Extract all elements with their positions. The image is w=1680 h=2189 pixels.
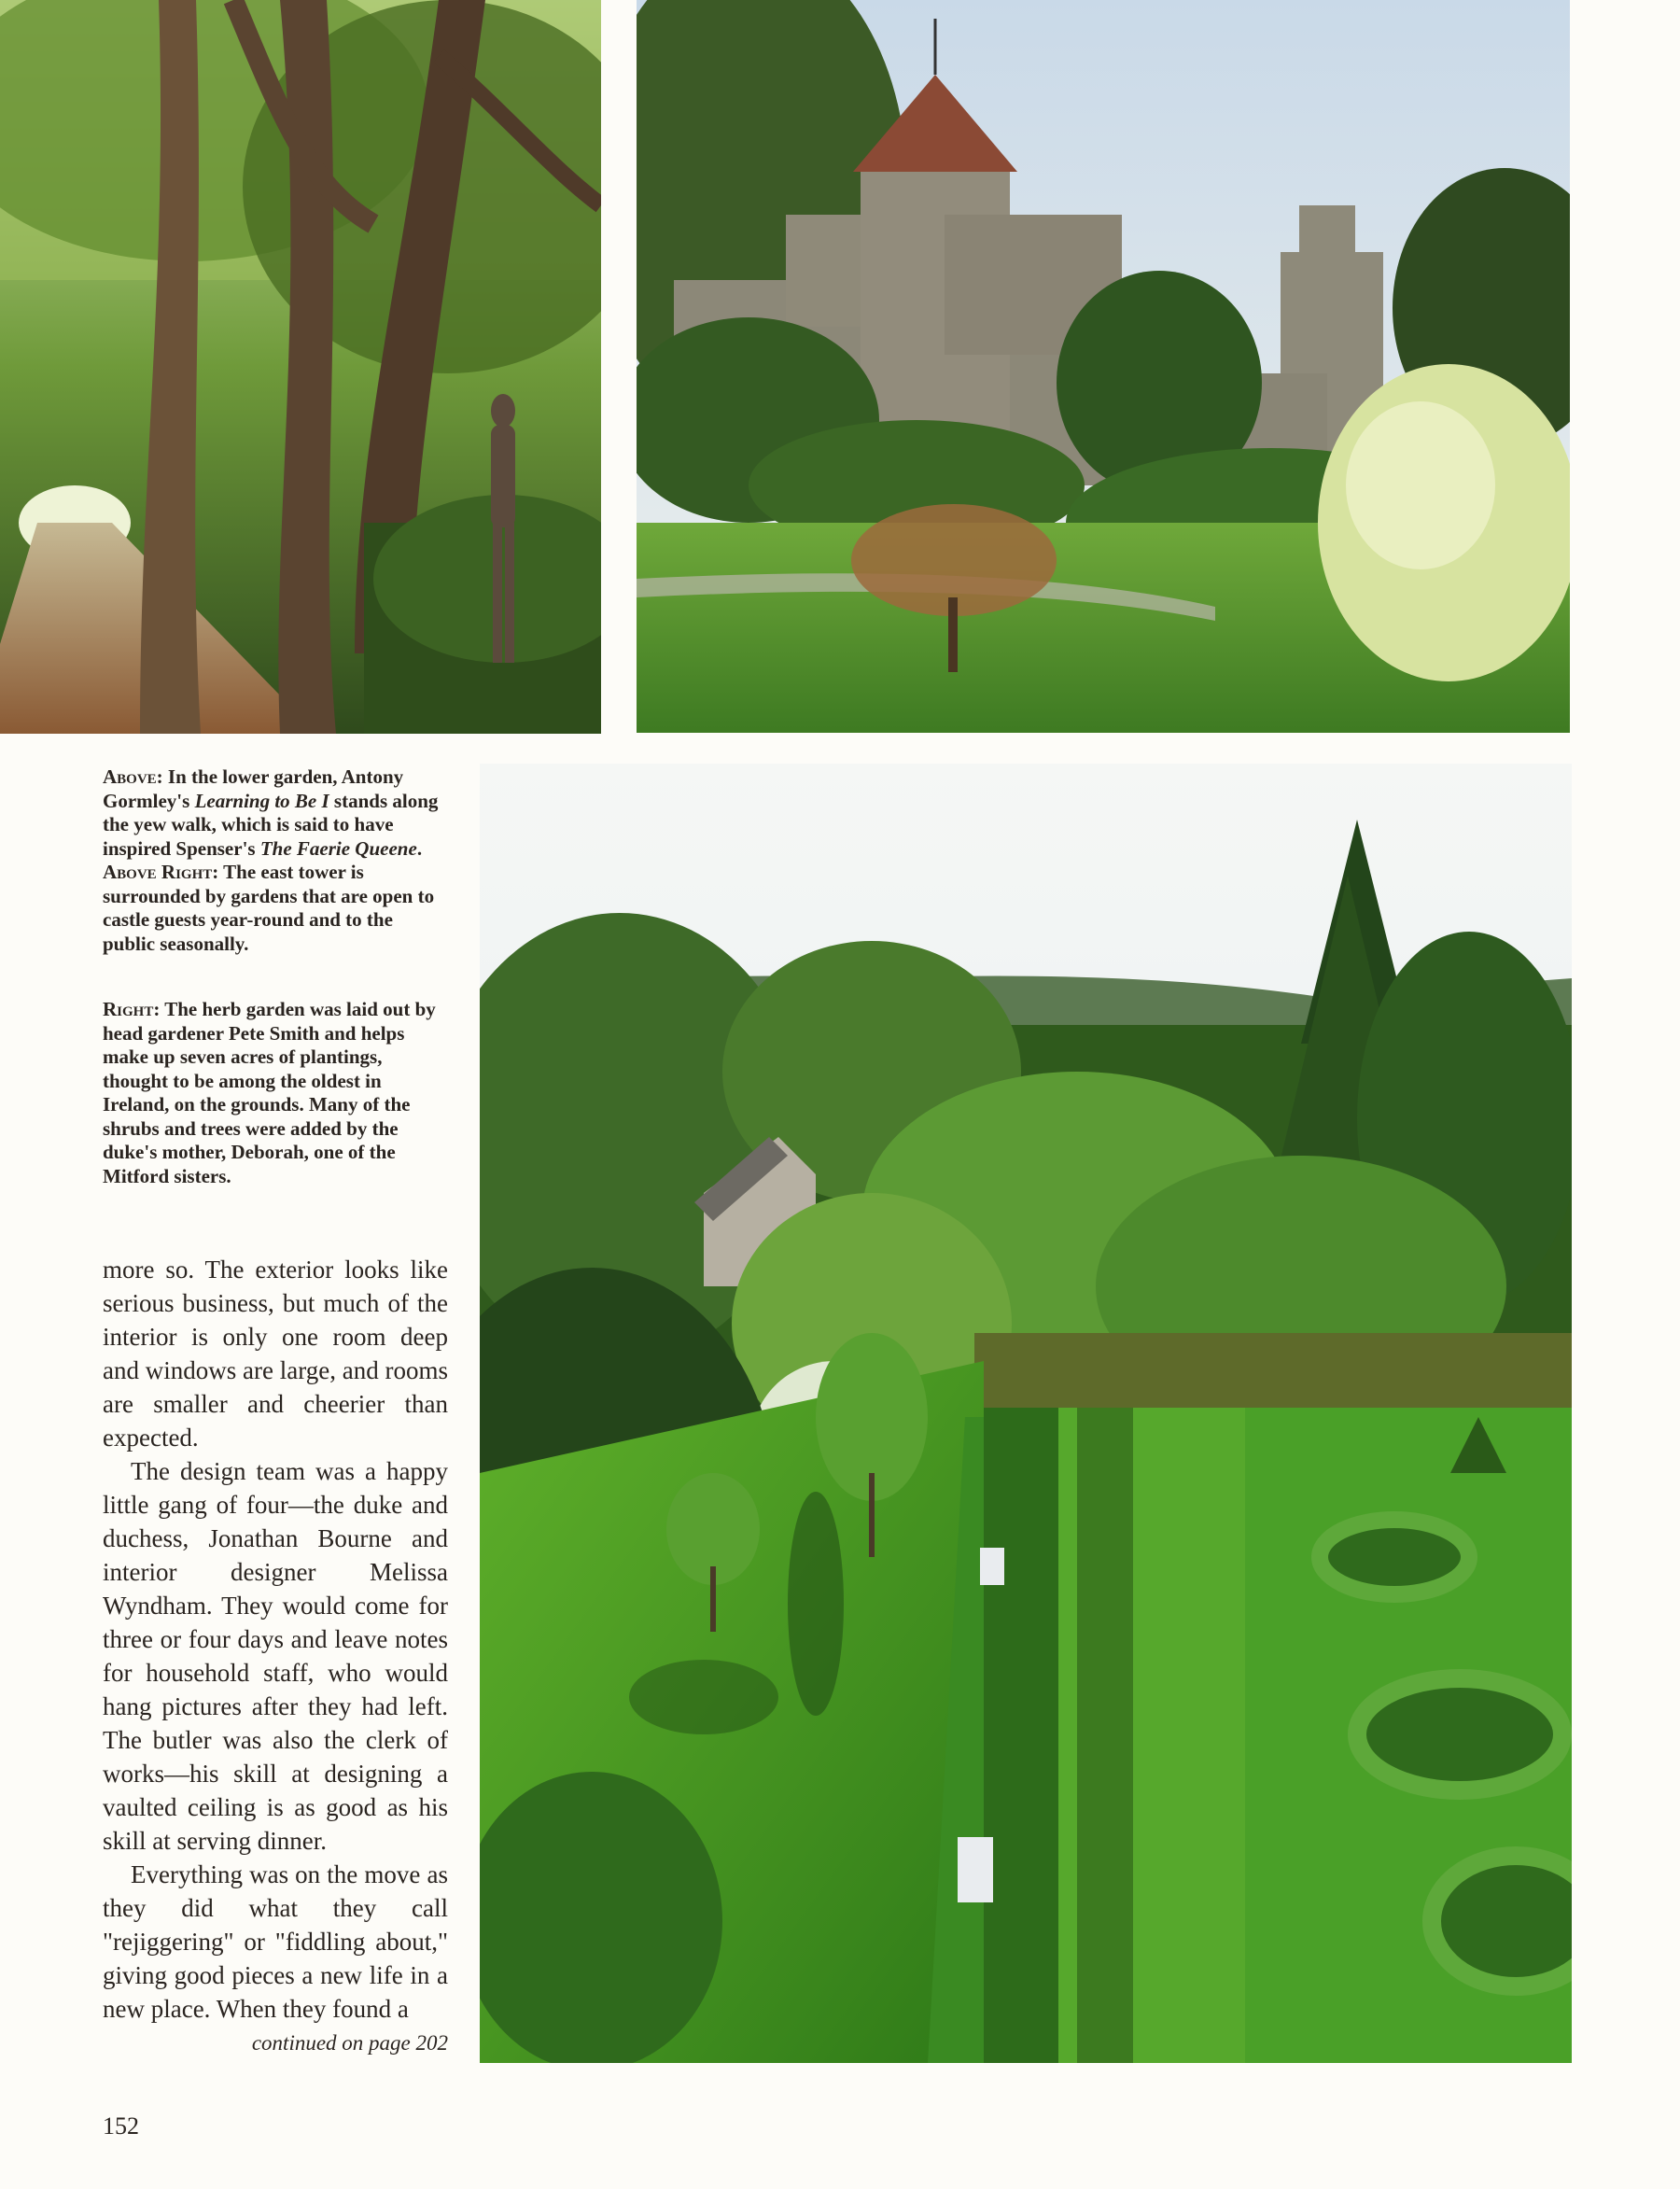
photo-yew-walk [0,0,601,734]
castle-photo-icon [637,0,1570,733]
book-title: The Faerie Queene [259,836,417,860]
caption-text: The herb garden was laid out by head gardener Pete Smith and helps make up seven acres of plantings, thought to be among the oldest in Ireland, on the grounds. Many of the shrubs and trees were added by the duke's mother, Deborah, one of the Mitford sisters. [103,998,436,1187]
caption-text: stands along the yew walk, which is said to have inspired Spenser's [103,789,439,860]
photo-castle-east-tower [637,0,1570,733]
photo-herb-garden [480,764,1572,2063]
caption-above [103,765,444,956]
caption-lead-above-right: Above Right: [103,861,219,883]
caption-right [103,998,444,1188]
body-paragraph: Everything was on the move as they did what they call "rejiggering" or "fiddling about," giving good pieces a new life in a new place. When they found a [103,1860,448,2023]
yew-walk-photo-icon [0,0,601,734]
article-body [103,1253,448,2026]
caption-text: The east tower is surrounded by gardens that are open to castle guests year-round and to the public seasonally. [103,861,435,955]
caption-text: In the lower garden, Antony Gormley's [103,765,404,812]
continued-note: continued on page 202 [251,2031,448,2055]
caption-lead-right: Right: [103,998,161,1020]
page-number: 152 [103,2112,139,2140]
herb-garden-photo-icon [480,764,1572,2063]
body-paragraph: The design team was a happy little gang of four—the duke and duchess, Jonathan Bourne and interior designer Melissa Wyndham. They would come for three or four days and leave notes for household staff, who would hang pictures after they had left. The butler was also the clerk of works—his skill at designing a vaulted ceiling is as good as his skill at serving dinner. [103,1457,448,1855]
artwork-title: Learning to Be I [194,789,329,812]
caption-text: . [416,836,423,860]
caption-lead-above: Above: [103,765,163,788]
body-paragraph: more so. The exterior looks like serious business, but much of the interior is only one room deep and windows are large, and rooms are smaller and cheerier than expected. [103,1256,448,1452]
